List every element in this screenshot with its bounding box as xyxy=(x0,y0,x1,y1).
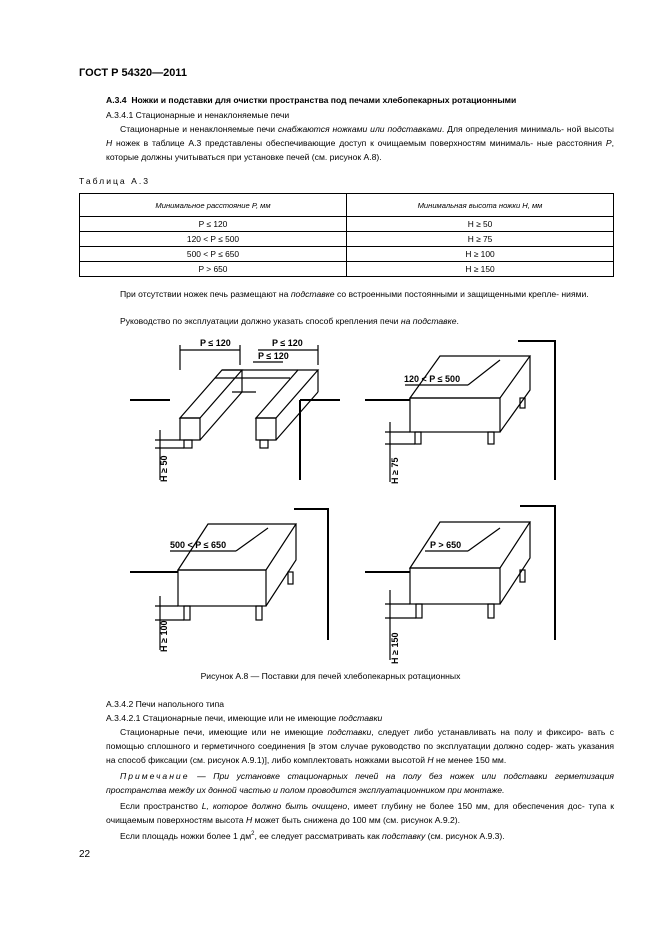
diagram-2 xyxy=(365,341,555,484)
table-col-header: Минимальная высота ножки H, мм xyxy=(347,194,614,217)
paragraph-6: Если площадь ножки более 1 $дм^2$, ее следует рассматривать как подставку (см. рисунок А.9.3). xyxy=(120,830,505,841)
note: Примечание — При установке стационарных печей на полу без ножек или подставки герметизация пространства между их донной частью и полом проводится эксплуатационником при монтаже. xyxy=(106,771,614,795)
table-cell: H ≥ 50 xyxy=(347,217,614,232)
table-cell: P ≤ 120 xyxy=(80,217,347,232)
section-number: А.3.4 xyxy=(106,95,127,105)
table-cell: 500 < P ≤ 650 xyxy=(80,247,347,262)
table-col-header: Минимальное расстояние P, мм xyxy=(80,194,347,217)
document-header: ГОСТ Р 54320—2011 xyxy=(79,67,187,79)
table-cell: P > 650 xyxy=(80,262,347,277)
section-a3421-heading: А.3.4.2.1 Стационарные печи, имеющие или не имеющие подставки xyxy=(106,713,383,723)
diagram-4 xyxy=(365,506,555,664)
figure-caption: Рисунок А.8 — Поставки для печей хлебопекарных ротационных xyxy=(200,671,461,681)
dim-label: 120 < P ≤ 500 xyxy=(404,374,461,384)
dim-label: 500 < P ≤ 650 xyxy=(170,540,227,550)
dim-label: H ≥ 75 xyxy=(390,457,400,484)
table-cell: H ≥ 75 xyxy=(347,232,614,247)
paragraph-5: Если пространство L, которое должно быть очищено, имеет глубину не более 150 мм, для обеспечения дос- тупа к очищаемым поверхностям высота H может быть снижена до 100 мм (см. рисунок А.9.2). xyxy=(106,801,614,825)
dim-label: P ≤ 120 xyxy=(200,338,231,348)
dim-label: H ≥ 150 xyxy=(390,632,400,664)
dim-label: P ≤ 120 xyxy=(258,351,289,361)
dim-label: H ≥ 100 xyxy=(159,620,169,652)
paragraph-3: Руководство по эксплуатации должно указать способ крепления печи на подставке. xyxy=(120,316,459,326)
section-a342-heading: А.3.4.2 Печи напольного типа xyxy=(106,699,225,709)
section-a341-heading: А.3.4.1 Стационарные и ненаклоняемые печи xyxy=(106,110,290,120)
table-cell: 120 < P ≤ 500 xyxy=(80,232,347,247)
paragraph-2: При отсутствии ножек печь размещают на подставке со встроенными постоянными и защищенными крепле- ниями. xyxy=(120,289,589,299)
page-number: 22 xyxy=(79,849,91,860)
dim-label: P > 650 xyxy=(430,540,462,550)
diagram-3 xyxy=(130,509,328,652)
table-cell: H ≥ 100 xyxy=(347,247,614,262)
diagram-1 xyxy=(130,338,340,482)
table-title: Таблица А.3 xyxy=(79,176,150,186)
paragraph-1: Стационарные и ненаклоняемые печи снабжаются ножками или подставками. Для определения минималь- ной высоты H ножек в таблице А.3 представлены обеспечивающие доступ к очищаемым поверхностям минималь- ные расстояния P, которые должны учитываться при установке печей (см. рисунок А.8). xyxy=(106,124,614,162)
section-title: Ножки и подставки для очистки пространства под печами хлебопекарных ротационными xyxy=(131,95,517,105)
dim-label: P ≤ 120 xyxy=(272,338,303,348)
paragraph-4: Стационарные печи, имеющие или не имеющие подставки, следует либо устанавливать на полу и фиксиро- вать с помощью сплошного и герметичного соединения [в этом случае руководство по эксплуатации должно содер- жать указания на способ фиксации (см. рисунок А.9.1)], либо комплектовать ножками высотой H не менее 150 мм. xyxy=(106,727,615,765)
dim-label: H ≥ 50 xyxy=(159,455,169,482)
table-cell: H ≥ 150 xyxy=(347,262,614,277)
